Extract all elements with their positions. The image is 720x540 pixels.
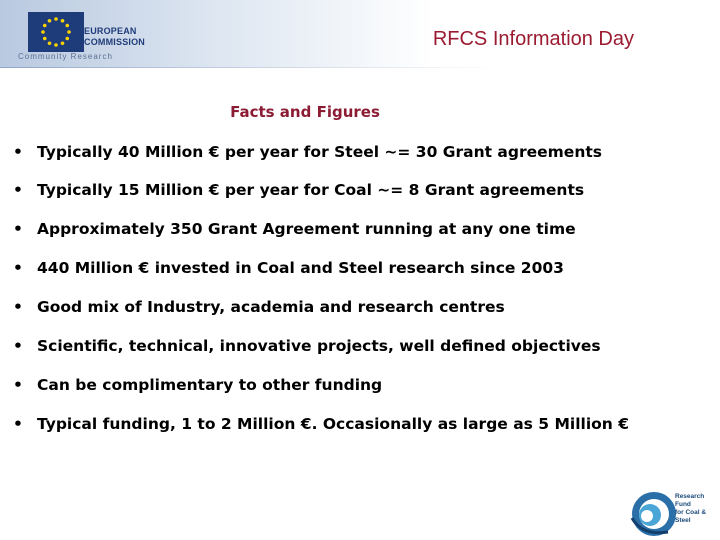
eu-star-icon <box>65 24 69 28</box>
eu-star-icon <box>65 37 69 41</box>
bullet-item <box>0 298 700 320</box>
eu-flag-icon <box>28 12 84 52</box>
bullet-text: Good mix of Industry, academia and research centres <box>37 298 505 316</box>
page-title: RFCS Information Day <box>432 28 634 50</box>
rfcs-logo-line2: for Coal & Steel <box>675 509 707 524</box>
bullet-item <box>0 220 700 242</box>
bullet-dot-icon: • <box>13 415 23 433</box>
ec-logo-line1: EUROPEAN <box>84 26 137 36</box>
rfcs-logo-line1: Research Fund <box>675 493 705 508</box>
slide-subtitle: Facts and Figures <box>230 103 380 121</box>
rfcs-logo-text <box>675 493 720 525</box>
eu-star-icon <box>48 19 52 23</box>
bullet-dot-icon: • <box>13 220 23 238</box>
eu-star-icon <box>61 19 65 23</box>
bullet-dot-icon: • <box>13 181 23 199</box>
bullet-text: Can be complimentary to other funding <box>37 376 383 394</box>
bullet-text: Typically 40 Million € per year for Steel ~= 30 Grant agreements <box>37 143 602 161</box>
ec-logo-line2: COMMISSION <box>84 37 146 47</box>
bullet-item <box>0 415 700 437</box>
bullet-dot-icon: • <box>13 337 23 355</box>
bullet-item <box>0 259 700 281</box>
bullet-text: Typically 15 Million € per year for Coal ~= 8 Grant agreements <box>37 181 585 199</box>
bullet-text: Approximately 350 Grant Agreement running at any one time <box>37 220 576 238</box>
bullet-item <box>0 337 700 359</box>
eu-star-icon <box>67 30 71 34</box>
ec-logo-subtitle: Community Research <box>18 52 113 61</box>
eu-star-icon <box>43 37 47 41</box>
bullet-text: Scientific, technical, innovative projects, well defined objectives <box>37 337 601 355</box>
bullet-item <box>0 376 700 398</box>
bullet-item <box>0 181 700 203</box>
bullet-text: Typical funding, 1 to 2 Million €. Occasionally as large as 5 Million € <box>37 415 630 433</box>
bullet-text: 440 Million € invested in Coal and Steel research since 2003 <box>37 259 564 277</box>
ec-logo-text <box>84 26 145 48</box>
eu-star-icon <box>54 17 58 21</box>
bullet-dot-icon: • <box>13 298 23 316</box>
bullet-item <box>0 143 700 165</box>
eu-star-icon <box>61 41 65 45</box>
eu-star-icon <box>43 24 47 28</box>
eu-star-icon <box>48 41 52 45</box>
slide-header <box>0 0 720 68</box>
bullet-dot-icon: • <box>13 143 23 161</box>
eu-star-icon <box>54 43 58 47</box>
header-divider <box>0 67 720 68</box>
bullet-dot-icon: • <box>13 376 23 394</box>
bullet-dot-icon: • <box>13 259 23 277</box>
eu-star-icon <box>41 30 45 34</box>
